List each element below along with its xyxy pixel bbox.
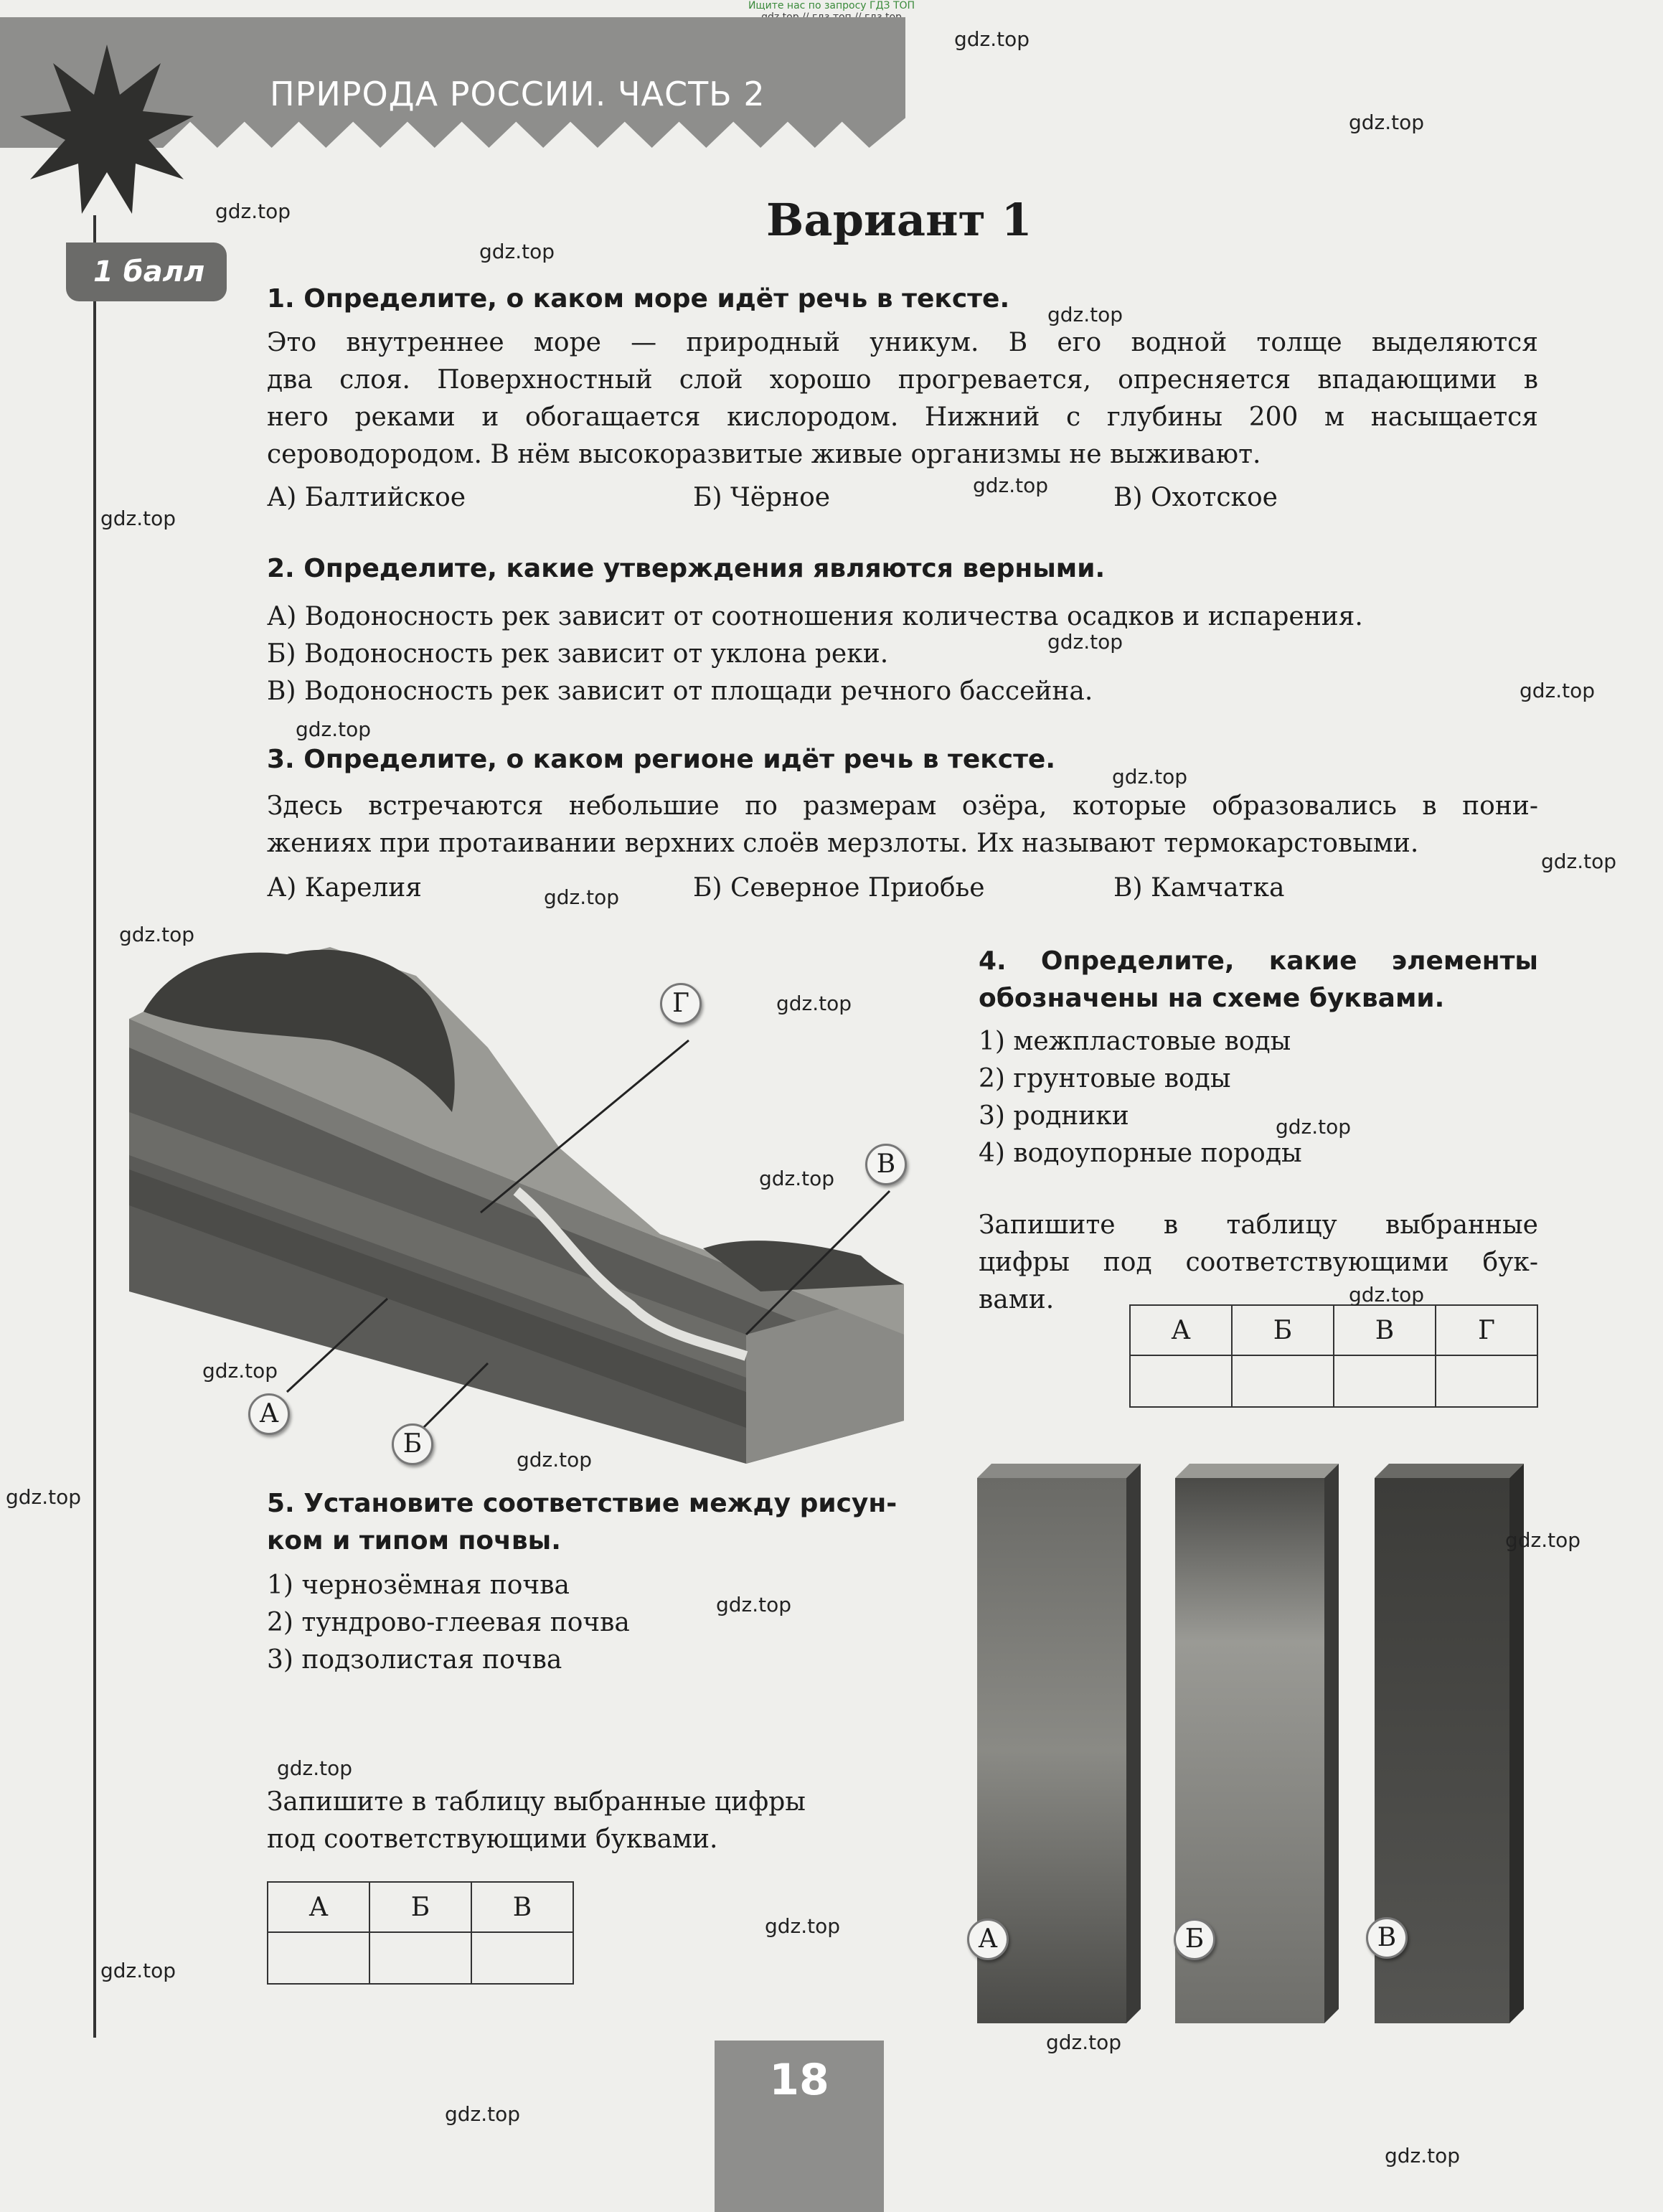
q2-text — [267, 598, 1363, 710]
q5-table-header: А — [268, 1882, 369, 1932]
q4-answer-cell[interactable] — [1130, 1355, 1232, 1407]
q3-line: жениях при протаивании верхних слоёв мерзлоты. Их называют термокарстовыми. — [267, 829, 1419, 858]
watermark-stamp: gdz.top — [517, 1448, 593, 1472]
watermark-stamp: gdz.top — [1541, 849, 1617, 873]
q1-line: сероводородом. В нём высокоразвитые живые организмы не выживают. — [267, 440, 1261, 469]
q5-table-header: В — [471, 1882, 573, 1932]
q5-instruction-line: под соответствующими буквами. — [267, 1825, 718, 1854]
watermark-stamp: gdz.top — [215, 199, 291, 223]
watermark-stamp: gdz.top — [1047, 303, 1123, 326]
q4-option: 3) родники — [979, 1101, 1129, 1131]
q1-text — [267, 324, 1538, 474]
watermark-stamp: gdz.top — [119, 923, 195, 946]
q4-option: 4) водоупорные породы — [979, 1139, 1302, 1168]
watermark-stamp: gdz.top — [277, 1756, 353, 1780]
q1-option-a: А) Балтийское — [267, 483, 466, 512]
watermark-stamp: gdz.top — [1046, 2030, 1122, 2054]
watermark-stamp: gdz.top — [479, 240, 555, 263]
soil-label-b: Б — [1174, 1919, 1215, 1960]
margin-rule — [93, 215, 96, 2038]
top-watermark: Ищите нас по запросу ГДЗ ТОП — [748, 0, 915, 11]
q5-option: 1) чернозёмная почва — [267, 1571, 570, 1600]
diagram-label-g: Г — [660, 983, 702, 1025]
q3-line: Здесь встречаются небольшие по размерам озёра, которые образовались в пони- — [267, 791, 1538, 821]
q3-option-b: Б) Северное Приобье — [693, 873, 985, 903]
q5-instruction-line: Запишите в таблицу выбранные цифры — [267, 1787, 806, 1817]
q1-line: Это внутреннее море — природный уникум. В его водной толще выделяются — [267, 328, 1538, 357]
watermark-stamp: gdz.top — [954, 27, 1030, 51]
q4-answer-table — [1129, 1304, 1538, 1408]
page-number: 18 — [769, 2055, 829, 2105]
q1-option-b: Б) Чёрное — [693, 483, 831, 512]
q4-instruction-line: Запишите в таблицу выбранные — [979, 1210, 1538, 1240]
q4-heading-line: 4. Определите, какие элементы — [979, 946, 1538, 976]
q4-table-header: Б — [1232, 1305, 1334, 1355]
q5-answer-table — [267, 1881, 574, 1985]
q5-option: 3) подзолистая почва — [267, 1645, 562, 1675]
q5-options — [267, 1567, 630, 1679]
q5-answer-cell[interactable] — [369, 1932, 471, 1984]
watermark-stamp: gdz.top — [973, 474, 1049, 497]
q1-option-c: В) Охотское — [1113, 483, 1278, 512]
watermark-stamp: gdz.top — [1047, 630, 1123, 654]
watermark-stamp: gdz.top — [1505, 1528, 1581, 1552]
watermark-stamp: gdz.top — [1276, 1115, 1352, 1139]
q5-heading-line: 5. Установите соответствие между рисун- — [267, 1489, 898, 1518]
q3-option-c: В) Камчатка — [1113, 873, 1285, 903]
watermark-stamp: gdz.top — [1112, 765, 1188, 789]
q4-answer-cell[interactable] — [1232, 1355, 1334, 1407]
watermark-stamp: gdz.top — [100, 1959, 176, 1982]
watermark-stamp: gdz.top — [202, 1359, 278, 1383]
q3-text — [267, 788, 1538, 862]
watermark-stamp: gdz.top — [100, 507, 176, 530]
q5-table-header: Б — [369, 1882, 471, 1932]
watermark-stamp: gdz.top — [716, 1593, 792, 1616]
q2-statement: В) Водоносность рек зависит от площади речного бассейна. — [267, 677, 1093, 706]
soil-label-v: В — [1366, 1917, 1408, 1959]
watermark-stamp: gdz.top — [544, 885, 620, 909]
watermark-stamp: gdz.top — [445, 2102, 521, 2126]
diagram-label-v: В — [865, 1144, 907, 1185]
q5-option: 2) тундрово-глеевая почва — [267, 1608, 630, 1637]
q2-statement: Б) Водоносность рек зависит от уклона реки. — [267, 639, 889, 669]
q5-instruction — [267, 1784, 806, 1858]
q4-instruction — [979, 1207, 1538, 1319]
q5-heading-line: ком и типом почвы. — [267, 1526, 561, 1556]
q1-line: него реками и обогащается кислородом. Нижний с глубины 200 м насыщается — [267, 403, 1538, 432]
watermark-stamp: gdz.top — [6, 1485, 82, 1509]
q3-heading: 3. Определите, о каком регионе идёт речь в тексте. — [267, 745, 1056, 774]
q1-line: два слоя. Поверхностный слой хорошо прогревается, опресняется впадающими в — [267, 365, 1538, 395]
watermark-stamp: gdz.top — [1349, 1283, 1425, 1307]
q1-heading: 1. Определите, о каком море идёт речь в тексте. — [267, 284, 1010, 314]
watermark-stamp: gdz.top — [1385, 2144, 1461, 2168]
q3-option-a: А) Карелия — [267, 873, 422, 903]
q4-heading-line: обозначены на схеме буквами. — [979, 984, 1445, 1013]
header-title: ПРИРОДА РОССИИ. ЧАСТЬ 2 — [270, 75, 765, 113]
q2-statement: А) Водоносность рек зависит от соотношения количества осадков и испарения. — [267, 602, 1363, 631]
q5-answer-cell[interactable] — [268, 1932, 369, 1984]
q4-option: 2) грунтовые воды — [979, 1064, 1231, 1093]
q2-heading: 2. Определите, какие утверждения являются верными. — [267, 554, 1106, 583]
soil-profiles — [976, 1449, 1535, 2023]
watermark-stamp: gdz.top — [1349, 110, 1425, 134]
q4-table-header: В — [1334, 1305, 1436, 1355]
q4-heading — [979, 943, 1538, 1017]
q4-instruction-line: цифры под соответствующими бук- — [979, 1248, 1538, 1277]
q4-table-header: Г — [1436, 1305, 1537, 1355]
watermark-stamp: gdz.top — [1520, 679, 1596, 702]
watermark-stamp: gdz.top — [776, 992, 852, 1015]
q5-heading — [267, 1485, 897, 1560]
star-icon — [17, 43, 197, 215]
watermark-stamp: gdz.top — [296, 717, 372, 741]
q4-answer-cell[interactable] — [1334, 1355, 1436, 1407]
soil-label-a: А — [967, 1919, 1009, 1960]
q5-answer-cell[interactable] — [471, 1932, 573, 1984]
q4-answer-cell[interactable] — [1436, 1355, 1537, 1407]
q4-instruction-line: вами. — [979, 1285, 1055, 1314]
q4-options — [979, 1023, 1302, 1172]
watermark-stamp: gdz.top — [765, 1914, 841, 1938]
q4-table-header: А — [1130, 1305, 1232, 1355]
watermark-stamp: gdz.top — [759, 1167, 835, 1190]
diagram-label-b: Б — [392, 1423, 433, 1465]
diagram-label-a: А — [248, 1393, 290, 1435]
q4-option: 1) межпластовые воды — [979, 1027, 1291, 1056]
score-badge: 1 балл — [66, 243, 227, 301]
variant-title: Вариант 1 — [766, 194, 1032, 246]
